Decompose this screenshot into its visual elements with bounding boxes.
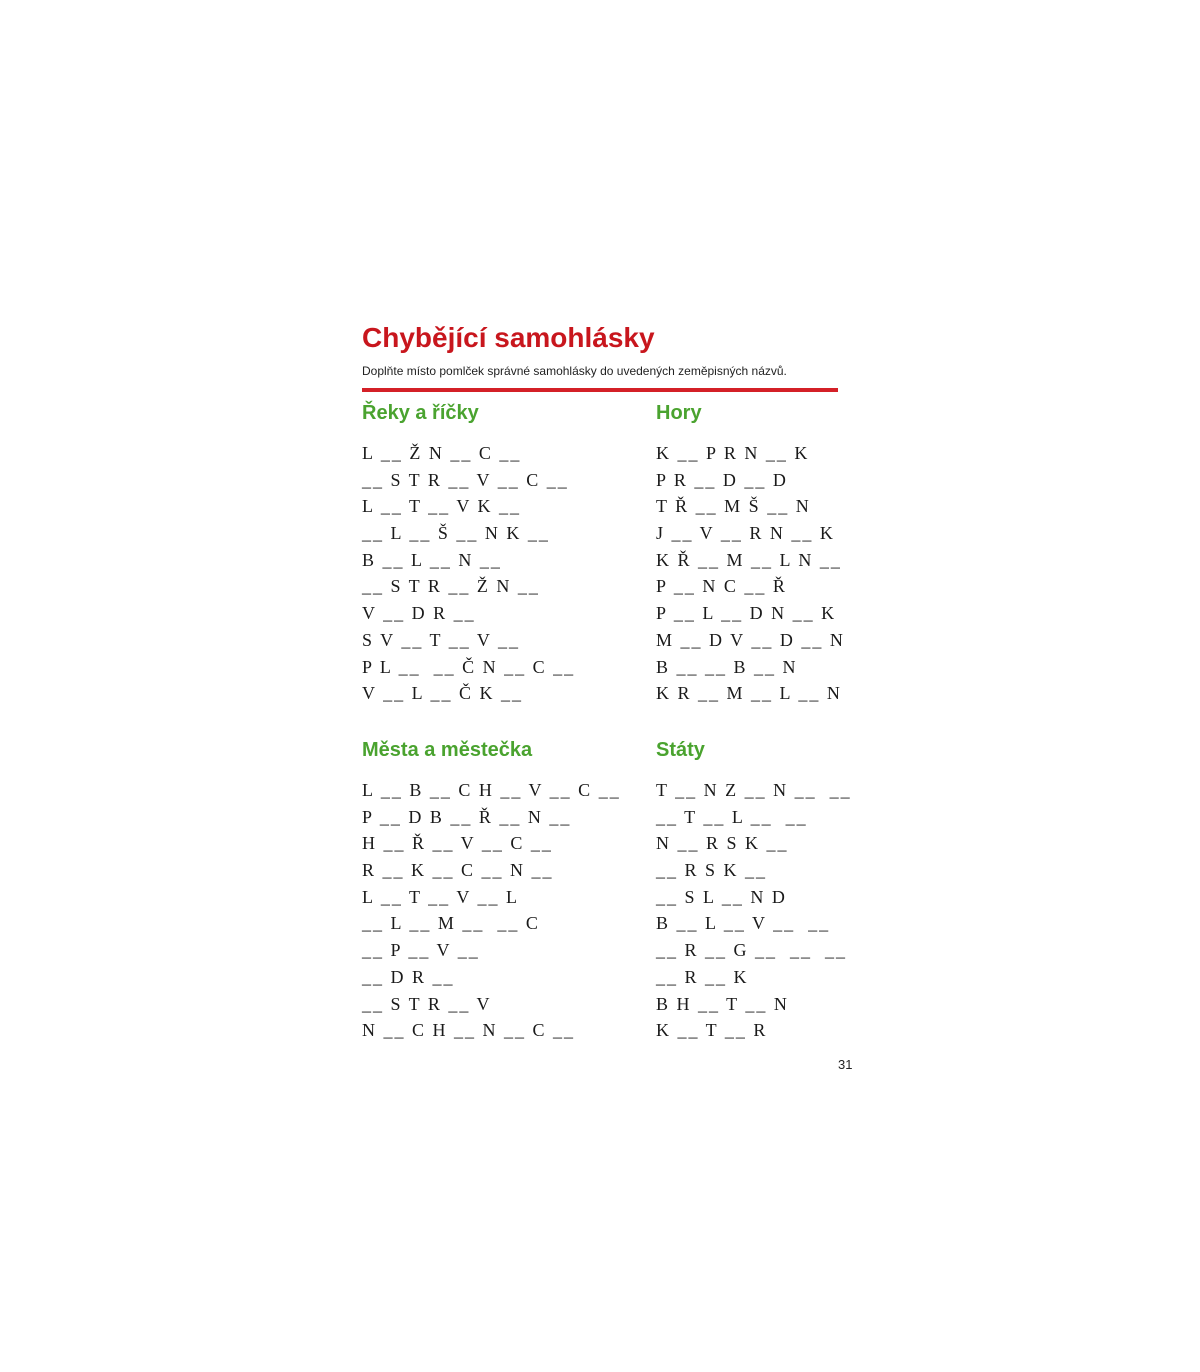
word-item: __ S T R __ Ž N __ <box>362 576 540 597</box>
word-item: K Ř __ M __ L N __ <box>656 549 842 570</box>
word-item: L __ T __ V __ L <box>362 886 520 907</box>
word-item: K __ T __ R <box>656 1020 768 1041</box>
section-rivers <box>362 398 602 707</box>
word-item: T __ N Z __ N __ __ <box>656 780 852 800</box>
word-item: L __ T __ V K __ <box>362 496 522 517</box>
word-item: L __ Ž N __ C __ <box>362 443 522 463</box>
word-item: B __ L __ V __ __ <box>656 913 831 934</box>
word-item: K __ P R N __ K <box>656 443 810 463</box>
section-countries <box>656 735 896 1044</box>
section-mountains <box>656 398 896 707</box>
word-item: L __ B __ C H __ V __ C __ <box>362 780 621 800</box>
word-item: __ D R __ <box>362 966 455 987</box>
title-divider <box>362 388 838 392</box>
word-item: B __ __ B __ N <box>656 656 798 677</box>
word-item: J __ V __ R N __ K <box>656 523 835 544</box>
word-item: P __ N C __ Ř <box>656 576 787 597</box>
word-item: H __ Ř __ V __ C __ <box>362 833 553 854</box>
word-item: __ L __ Š __ N K __ <box>362 523 550 544</box>
instruction-text: Doplňte místo pomlček správné samohlásky do uvedených zeměpisných názvů. <box>362 364 787 378</box>
worksheet-page <box>362 322 852 1082</box>
word-list-towns <box>362 777 621 1044</box>
word-item: S V __ T __ V __ <box>362 629 521 650</box>
word-item: P R __ D __ D <box>656 469 788 490</box>
word-item: R __ K __ C __ N __ <box>362 860 554 881</box>
word-item: T Ř __ M Š __ N <box>656 496 811 517</box>
page-title: Chybějící samohlásky <box>362 322 655 353</box>
word-item: N __ R S K __ <box>656 833 789 854</box>
word-item: __ T __ L __ __ <box>656 806 808 827</box>
word-item: __ S L __ N D <box>656 886 787 907</box>
word-list-rivers <box>362 440 602 707</box>
section-towns <box>362 735 621 1044</box>
word-item: __ R __ G __ __ __ <box>656 940 848 961</box>
word-item: __ S T R __ V __ C __ <box>362 469 569 490</box>
section-title-towns: Města a městečka <box>362 739 533 761</box>
word-list-countries <box>656 777 896 1044</box>
word-item: M __ D V __ D __ N <box>656 629 845 650</box>
word-item: __ R __ K <box>656 966 749 987</box>
page-number: 31 <box>838 1057 853 1072</box>
word-item: __ R S K __ <box>656 860 768 881</box>
word-item: N __ C H __ N __ C __ <box>362 1020 576 1041</box>
word-item: K R __ M __ L __ N <box>656 683 842 704</box>
word-item: P __ L __ D N __ K <box>656 603 837 624</box>
word-item: V __ L __ Č K __ <box>362 683 524 704</box>
word-item: __ P __ V __ <box>362 940 480 961</box>
section-title-mountains: Hory <box>656 402 702 424</box>
word-item: P L __ __ Č N __ C __ <box>362 656 576 677</box>
word-item: B __ L __ N __ <box>362 549 502 570</box>
section-title-countries: Státy <box>656 739 705 761</box>
word-item: V __ D R __ <box>362 603 476 624</box>
word-item: P __ D B __ Ř __ N __ <box>362 806 572 827</box>
word-item: __ S T R __ V <box>362 993 492 1014</box>
word-item: B H __ T __ N <box>656 993 789 1014</box>
word-list-mountains <box>656 440 896 707</box>
section-title-rivers: Řeky a říčky <box>362 402 479 424</box>
word-item: __ L __ M __ __ C <box>362 913 540 934</box>
